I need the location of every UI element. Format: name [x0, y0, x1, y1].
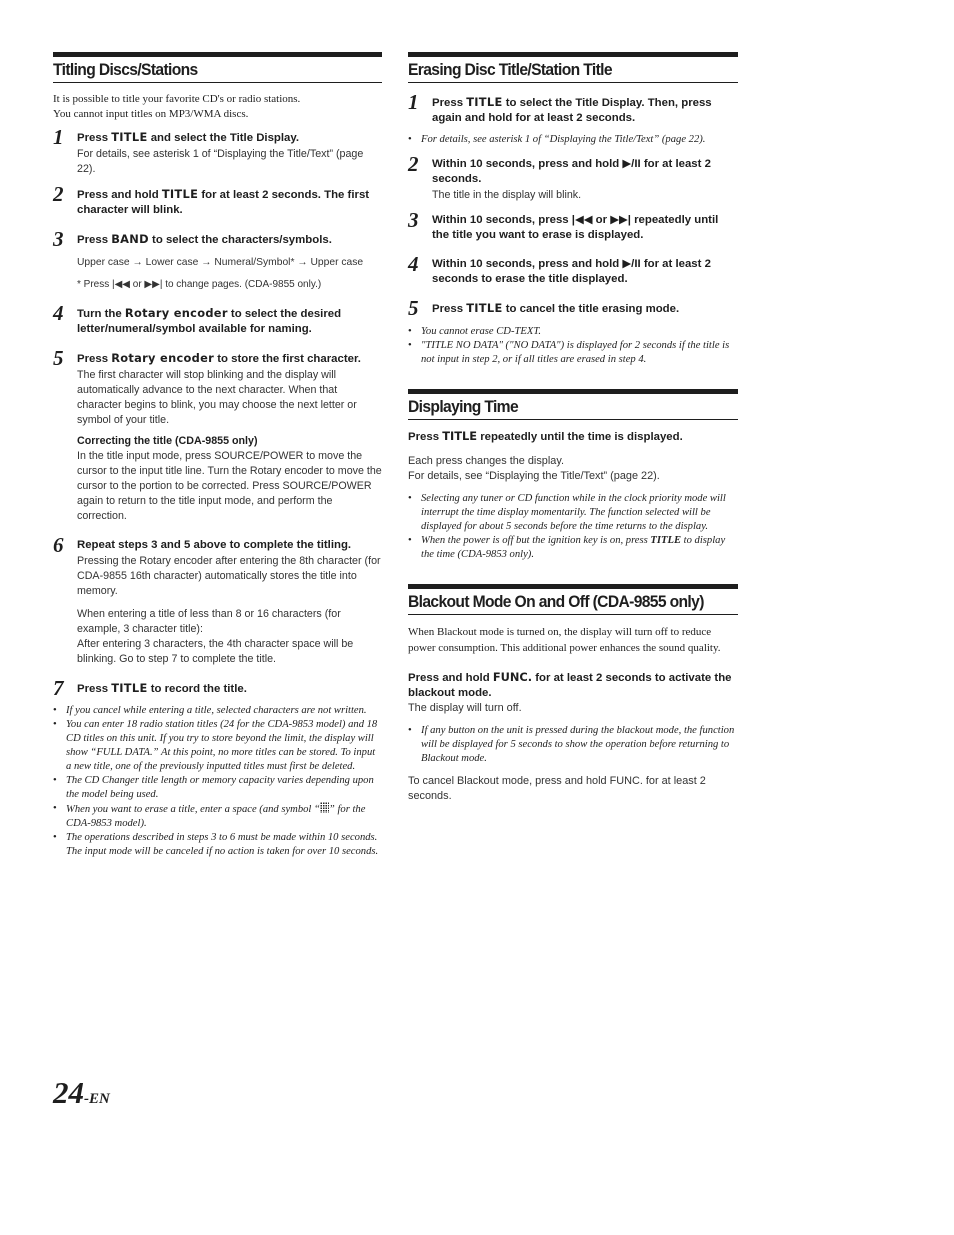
- step-5: [53, 346, 382, 524]
- step-body-line: When entering a title of less than 8 or 16 characters (for example, 3 character title):: [77, 608, 341, 635]
- step-title: [432, 301, 738, 317]
- step-number: 3: [53, 227, 64, 251]
- instruction-text: Press: [408, 431, 443, 443]
- note-item: • If you cancel while entering a title, selected characters are not written.: [53, 704, 382, 718]
- note-item: • The CD Changer title length or memory capacity varies depending upon the model being used.: [53, 774, 382, 802]
- page-change-note: * Press |◀◀ or ▶▶| to change pages. (CDA-9855 only.): [77, 279, 322, 290]
- section-title: Blackout Mode On and Off (CDA-9855 only): [408, 592, 704, 611]
- page-number-value: 24: [53, 1075, 84, 1110]
- notes-list: [408, 325, 738, 367]
- instruction-text: repeatedly until the time is displayed.: [477, 431, 683, 443]
- step-title-text: Press: [77, 683, 112, 695]
- sub-heading: Correcting the title (CDA-9855 only): [77, 435, 258, 447]
- step-2: [53, 182, 382, 218]
- step-body-line: After entering 3 characters, the 4th character space will be blinking. Go to step 7 to complete the title.: [77, 638, 354, 665]
- step-number: 5: [408, 296, 419, 320]
- right-column: [408, 52, 738, 804]
- note-item: • You can enter 18 radio station titles (24 for the CDA-9853 model) and 18 CD titles on this unit. If you try to store beyond the limit, the display will show “FULL DATA.” At this point, no more titles can be stored. To input a new title, one of the previously inputted titles must first be deleted.: [53, 718, 382, 774]
- intro-text: [53, 92, 382, 122]
- step-title-text: to record the title.: [147, 683, 247, 695]
- note-text: When the power is off but the ignition key is on, press: [421, 535, 651, 546]
- step-body: [432, 188, 738, 203]
- note-text: When you want to erase a title, enter a space (and symbol “: [66, 804, 320, 815]
- notes-list: [408, 724, 738, 766]
- step-title: Within 10 seconds, press and hold ▶/II for at least 2 seconds to erase the title displayed.: [432, 258, 711, 285]
- step-body-text: Pressing the Rotary encoder after entering the 8th character (for CDA-9855 16th character) automatically stores the title into memory.: [77, 555, 381, 597]
- step-body: [77, 256, 382, 270]
- section-header-titling: [53, 52, 382, 83]
- step-number: 5: [53, 346, 64, 370]
- button-key-name: Rotary encoder: [124, 306, 228, 320]
- step-title: [77, 306, 382, 337]
- erase-step-3: [408, 208, 738, 243]
- erase-step-1: [408, 90, 738, 126]
- page-number: [53, 1076, 110, 1116]
- step-title-text: and select the Title Display.: [147, 132, 300, 144]
- section-header-erasing: [408, 52, 738, 83]
- button-key-name: TITLE: [111, 130, 148, 144]
- note-item: [53, 802, 382, 831]
- blackout-result: The display will turn off.: [408, 702, 522, 714]
- step-title: [432, 95, 738, 126]
- step-body-text: For details, see asterisk 1 of “Displaying the Title/Text” (page 22).: [77, 148, 364, 175]
- step-number: 2: [408, 152, 419, 176]
- note-item: • Selecting any tuner or CD function while in the clock priority mode will interrupt the time display momentarily. The function selected will be displayed for about 5 seconds before the time returns to the display.: [408, 492, 738, 534]
- step-body-text: In the title input mode, press SOURCE/POWER to move the cursor to the input title line. Turn the Rotary encoder to move the cursor to the portion to be corrected. Press SOURCE/POWER again to return to the title input mode, and perform the correction.: [77, 450, 382, 522]
- step-title: Repeat steps 3 and 5 above to complete the titling.: [77, 539, 352, 551]
- blackout-cancel: To cancel Blackout mode, press and hold FUNC. for at least 2 seconds.: [408, 775, 706, 802]
- button-key-name: TITLE: [442, 429, 478, 443]
- note-item: • If any button on the unit is pressed during the blackout mode, the function will be displayed for 5 seconds to show the operation before returning to Blackout mode.: [408, 724, 738, 766]
- note-item: [408, 534, 738, 562]
- section-header-blackout: [408, 584, 738, 615]
- erase-step-5: [408, 296, 738, 320]
- step-title: [77, 130, 382, 146]
- button-key-name: TITLE: [650, 535, 682, 546]
- step-6: [53, 533, 382, 667]
- instruction-text: for at least 2 seconds to activate the blackout mode.: [408, 672, 732, 699]
- note-text: ” for the CDA-9853 model).: [66, 804, 366, 829]
- step-title-text: to select the characters/symbols.: [148, 234, 332, 246]
- step-number: 2: [53, 182, 64, 206]
- step-title-text: Press: [77, 234, 112, 246]
- button-key-name: Rotary encoder: [111, 351, 215, 365]
- erase-step-4: [408, 252, 738, 287]
- note-text: to display the time (CDA-9853 only).: [421, 535, 726, 560]
- character-cycle-text: Upper case → Lower case → Numeral/Symbol* → Upper case: [77, 257, 364, 268]
- step-title: [77, 351, 382, 367]
- step-body-text: [77, 607, 382, 667]
- step-body: [77, 554, 382, 667]
- step-title: Within 10 seconds, press |◀◀ or ▶▶| repeatedly until the title you want to erase is displayed.: [432, 214, 719, 241]
- section-title: Displaying Time: [408, 397, 518, 416]
- step-number: 7: [53, 676, 64, 700]
- button-key-name: BAND: [111, 232, 149, 246]
- step-body: [77, 368, 382, 524]
- intro-line: You cannot input titles on MP3/WMA discs.: [53, 108, 249, 120]
- step-title-text: to select the Title Display. Then, press again and hold for at least 2 seconds.: [432, 97, 712, 124]
- left-column: [53, 52, 382, 859]
- step-title-text: to store the first character.: [214, 353, 361, 365]
- time-instruction: [408, 429, 738, 445]
- step-body-text: The first character will stop blinking and the display will automatically advance to the next character. When that character begins to blink, you may choose the next letter or symbol of your title.: [77, 369, 357, 426]
- notes-list: [53, 704, 382, 859]
- blackout-intro: When Blackout mode is turned on, the display will turn off to reduce power consumption. This additional power enhances the sound quality.: [408, 626, 721, 654]
- step-title-text: Press: [432, 97, 467, 109]
- step-title: [77, 681, 382, 697]
- intro-line: It is possible to title your favorite CD's or radio stations.: [53, 93, 301, 105]
- section-header-time: [408, 389, 738, 420]
- button-key-name: TITLE: [111, 681, 148, 695]
- erase-step-2: [408, 152, 738, 203]
- step-title-text: to cancel the title erasing mode.: [502, 303, 680, 315]
- description-line: Each press changes the display.: [408, 455, 564, 467]
- step-title-text: Press: [77, 132, 112, 144]
- time-description: [408, 454, 738, 484]
- step-body: [77, 147, 382, 177]
- section-title: Erasing Disc Title/Station Title: [408, 60, 612, 79]
- step-title-text: for at least 2 seconds. The first character will blink.: [77, 189, 370, 216]
- button-key-name: FUNC.: [492, 670, 533, 684]
- note-item: • "TITLE NO DATA" ("NO DATA") is displayed for 2 seconds if the title is not input in step 2, or if all titles are erased in step 4.: [408, 339, 738, 367]
- step-title: [77, 187, 382, 218]
- step-number: 6: [53, 533, 64, 557]
- step-7: [53, 676, 382, 700]
- step-title-text: Turn the: [77, 308, 125, 320]
- step-number: 1: [408, 90, 419, 114]
- step-3: [53, 227, 382, 292]
- step-title-text: Press and hold: [77, 189, 162, 201]
- note-item: • For details, see asterisk 1 of “Displaying the Title/Text” (page 22).: [408, 133, 738, 147]
- step-title-text: Press: [77, 353, 112, 365]
- space-symbol-icon: [320, 802, 329, 813]
- step-body-text: The title in the display will blink.: [432, 189, 582, 201]
- note-item: • You cannot erase CD-TEXT.: [408, 325, 738, 339]
- blackout-instruction: [408, 670, 738, 701]
- step-title-text: Press: [432, 303, 467, 315]
- page-language-suffix: -EN: [84, 1091, 110, 1107]
- step-number: 3: [408, 208, 419, 232]
- button-key-name: TITLE: [466, 95, 503, 109]
- notes-list: [408, 133, 738, 147]
- step-4: [53, 301, 382, 337]
- button-key-name: TITLE: [466, 301, 503, 315]
- step-number: 4: [53, 301, 64, 325]
- section-title: Titling Discs/Stations: [53, 60, 198, 79]
- step-1: [53, 125, 382, 177]
- description-line: For details, see “Displaying the Title/Text” (page 22).: [408, 470, 660, 482]
- step-title-text: to select the desired letter/numeral/symbol available for naming.: [77, 308, 342, 335]
- instruction-text: Press and hold: [408, 672, 493, 684]
- step-title: Within 10 seconds, press and hold ▶/II for at least 2 seconds.: [432, 158, 711, 185]
- button-key-name: TITLE: [161, 187, 199, 201]
- notes-list: [408, 492, 738, 562]
- note-item: • The operations described in steps 3 to 6 must be made within 10 seconds. The input mode will be canceled if no action is taken for over 10 seconds.: [53, 831, 382, 859]
- step-title: [77, 232, 382, 248]
- step-number: 1: [53, 125, 64, 149]
- step-number: 4: [408, 252, 419, 276]
